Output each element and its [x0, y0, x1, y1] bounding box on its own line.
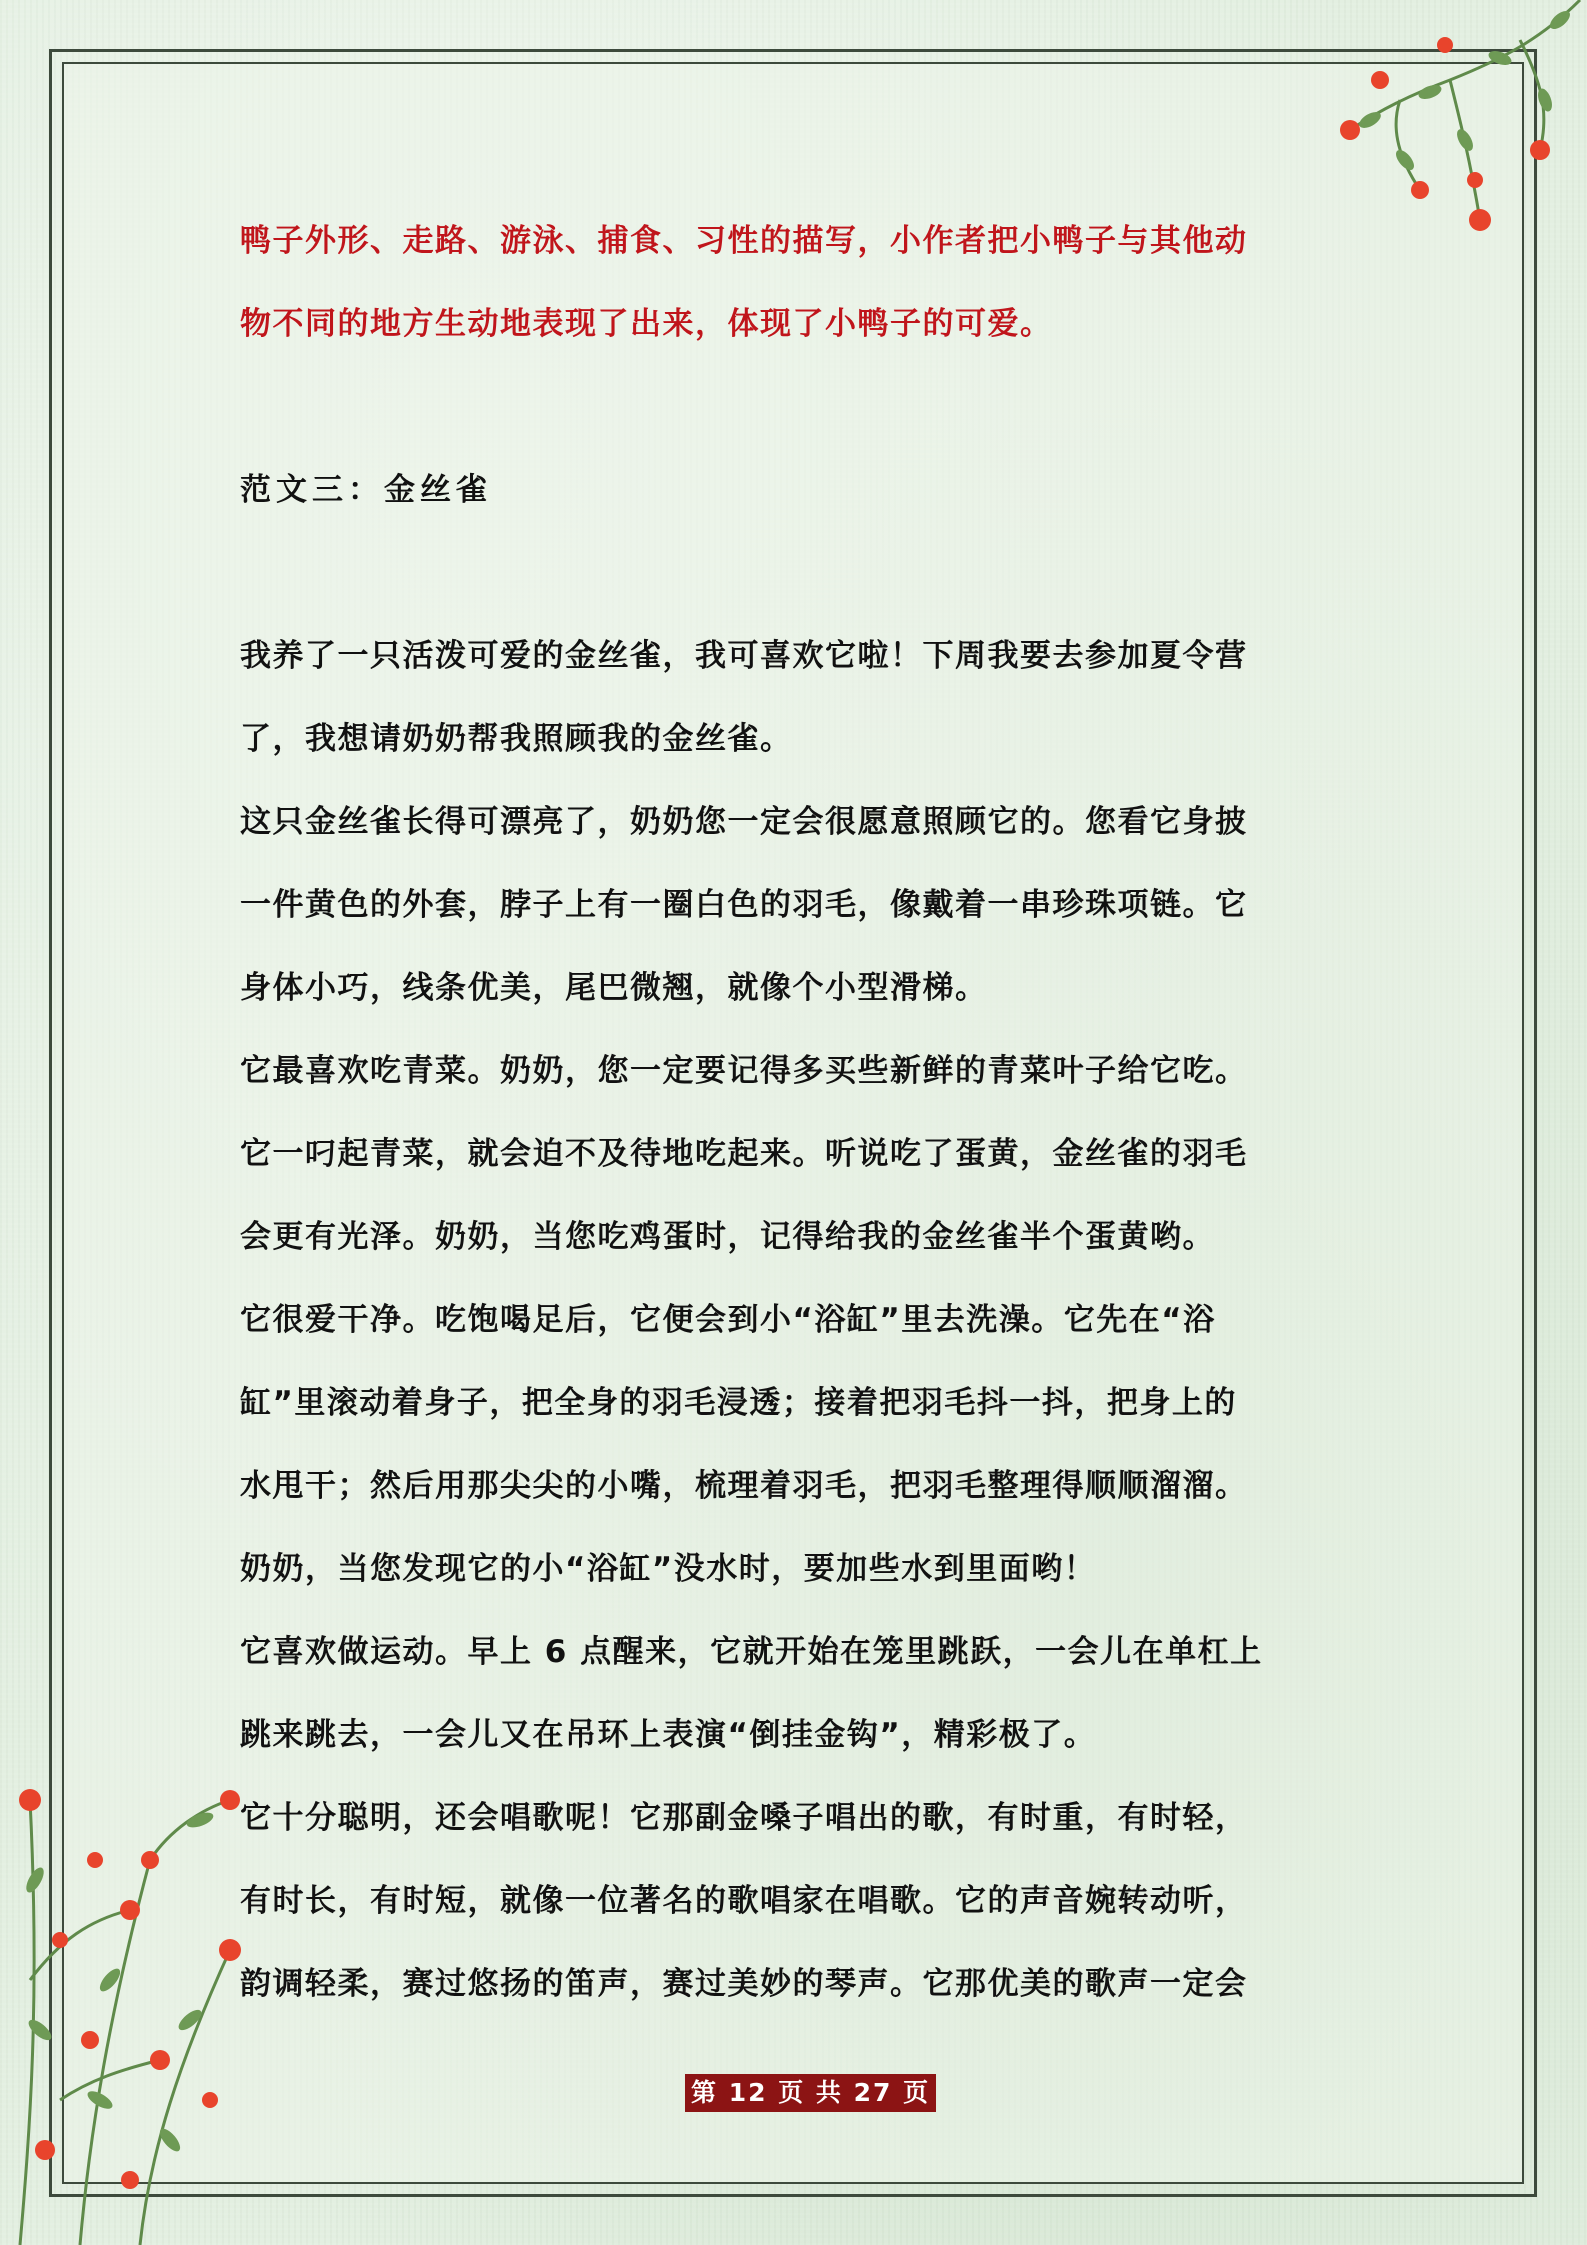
body-line: 一件黄色的外套，脖子上有一圈白色的羽毛，像戴着一串珍珠项链。它: [240, 887, 1248, 923]
body-line: 跳来跳去，一会儿又在吊环上表演“倒挂金钩”，精彩极了。: [240, 1717, 1097, 1753]
body-line: 它最喜欢吃青菜。奶奶，您一定要记得多买些新鲜的青菜叶子给它吃。: [240, 1053, 1248, 1089]
body-line: 这只金丝雀长得可漂亮了，奶奶您一定会很愿意照顾它的。您看它身披: [240, 804, 1248, 840]
body-line: 缸”里滚动着身子，把全身的羽毛浸透；接着把羽毛抖一抖，把身上的: [240, 1385, 1237, 1421]
page-number-badge: 第 12 页 共 27 页: [685, 2074, 936, 2112]
body-line: 身体小巧，线条优美，尾巴微翘，就像个小型滑梯。: [240, 970, 988, 1006]
body-line: 我养了一只活泼可爱的金丝雀，我可喜欢它啦！下周我要去参加夏令营: [240, 638, 1248, 674]
body-line: 了，我想请奶奶帮我照顾我的金丝雀。: [240, 721, 793, 757]
body-line: 它十分聪明，还会唱歌呢！它那副金嗓子唱出的歌，有时重，有时轻，: [240, 1800, 1248, 1836]
body-line: 奶奶，当您发现它的小“浴缸”没水时，要加些水到里面哟！: [240, 1551, 1097, 1587]
body-line: 水甩干；然后用那尖尖的小嘴，梳理着羽毛，把羽毛整理得顺顺溜溜。: [240, 1468, 1248, 1504]
body-line: 会更有光泽。奶奶，当您吃鸡蛋时，记得给我的金丝雀半个蛋黄哟。: [240, 1219, 1215, 1255]
body-line: 韵调轻柔，赛过悠扬的笛声，赛过美妙的琴声。它那优美的歌声一定会: [240, 1966, 1248, 2002]
document-content: [240, 200, 1345, 2026]
intro-line: 物不同的地方生动地表现了出来，体现了小鸭子的可爱。: [240, 306, 1053, 342]
section-heading: 范文三：金丝雀: [240, 472, 492, 508]
body-line: 有时长，有时短，就像一位著名的歌唱家在唱歌。它的声音婉转动听，: [240, 1883, 1248, 1919]
body-line: 它一叼起青菜，就会迫不及待地吃起来。听说吃了蛋黄，金丝雀的羽毛: [240, 1136, 1248, 1172]
body-line: 它很爱干净。吃饱喝足后，它便会到小“浴缸”里去洗澡。它先在“浴: [240, 1302, 1216, 1338]
body-line: 它喜欢做运动。早上 6 点醒来，它就开始在笼里跳跃，一会儿在单杠上: [240, 1634, 1263, 1670]
intro-line: 鸭子外形、走路、游泳、捕食、习性的描写，小作者把小鸭子与其他动: [240, 223, 1248, 259]
